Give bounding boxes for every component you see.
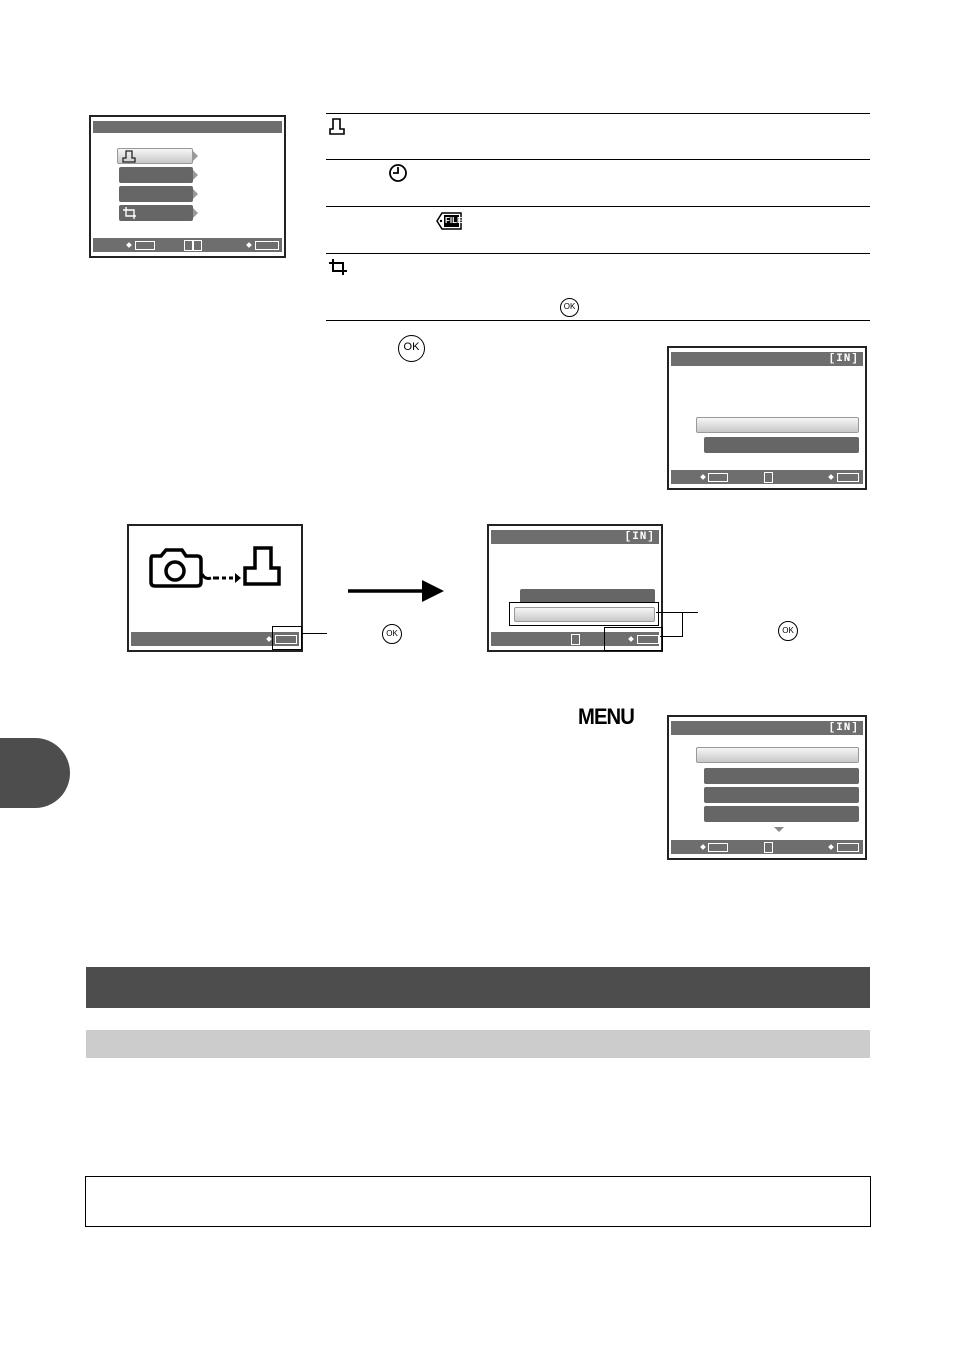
screen-title-bar: [671, 721, 863, 735]
highlight-box: [509, 602, 659, 626]
guide-arrow-icon: [700, 474, 706, 480]
menu-item-trim: [119, 205, 193, 221]
trim-icon: [328, 258, 348, 276]
arrow-right-icon: [348, 577, 446, 605]
guide-arrow-icon: [126, 242, 132, 248]
camera-screen-confirm: [667, 346, 867, 490]
clock-icon: [388, 163, 408, 183]
screen-title-bar: [93, 121, 282, 133]
ok-label: OK: [386, 629, 398, 638]
callout-line: [682, 612, 698, 613]
ok-button-icon: [778, 621, 798, 641]
file-tag-icon: [436, 212, 462, 230]
option-4: [704, 806, 859, 822]
menu-item-print: [117, 148, 193, 164]
menu-item-2: [119, 167, 193, 183]
printer-icon: [122, 150, 136, 163]
camera-to-printer-icon: [147, 542, 287, 590]
note-box: [85, 1176, 871, 1227]
right-key-icon: [193, 240, 202, 251]
table-rule: [326, 159, 870, 160]
ok-label: OK: [403, 341, 420, 353]
table-rule: [326, 253, 870, 254]
screen-title-bar: [671, 352, 863, 366]
callout-line: [660, 636, 682, 637]
guide-arrow-icon: [828, 474, 834, 480]
menu-button-label: MENU: [578, 704, 634, 729]
ok-key-icon: [837, 843, 859, 852]
guide-arrow-icon: [700, 844, 706, 850]
camera-screen-connect: [127, 524, 303, 652]
menu-arrow: [193, 189, 198, 199]
updown-key-icon: [184, 240, 193, 251]
chapter-tab: [0, 738, 70, 808]
callout-line: [656, 612, 682, 613]
camera-screen-select: [487, 524, 663, 652]
ok-button-icon: [398, 335, 425, 362]
highlight-box: [272, 626, 302, 650]
callout-line: [682, 612, 683, 637]
ok-label: OK: [782, 626, 794, 635]
updown-key-icon: [571, 634, 580, 645]
option-1: [520, 589, 655, 603]
back-key-icon: [135, 241, 155, 250]
ok-key-icon: [255, 241, 279, 250]
menu-arrow: [193, 170, 198, 180]
table-rule: [326, 320, 870, 321]
ok-key-icon: [837, 473, 859, 482]
memory-badge: [IN]: [828, 353, 859, 365]
trim-icon: [123, 207, 137, 219]
option-3: [704, 787, 859, 803]
ok-button-icon: [560, 298, 579, 317]
option-2: [704, 437, 859, 453]
menu-item-3: [119, 186, 193, 202]
option-2: [704, 768, 859, 784]
screen-guide-bar: [671, 840, 863, 854]
menu-arrow: [193, 151, 198, 161]
table-rule: [326, 113, 870, 114]
updown-key-icon: [764, 842, 773, 853]
printer-icon: [328, 118, 346, 136]
option-selected: [696, 747, 859, 763]
section-header-dark: [86, 967, 870, 1008]
back-key-icon: [708, 843, 728, 852]
screen-guide-bar: [671, 470, 863, 484]
updown-key-icon: [764, 472, 773, 483]
menu-arrow: [193, 208, 198, 218]
guide-arrow-icon: [266, 636, 272, 642]
back-key-icon: [708, 473, 728, 482]
memory-badge: [IN]: [828, 722, 859, 734]
callout-line: [301, 633, 327, 634]
file-tag-label: FILE: [445, 216, 463, 225]
screen-title-bar: [491, 530, 659, 544]
table-rule: [326, 206, 870, 207]
highlight-box: [604, 627, 663, 651]
ok-label: OK: [563, 302, 576, 311]
ok-button-icon: [382, 624, 402, 644]
scroll-down-icon: [773, 826, 785, 833]
screen-guide-bar: [93, 238, 282, 252]
section-header-light: [86, 1030, 870, 1058]
camera-screen-list: [667, 715, 867, 860]
guide-arrow-icon: [828, 844, 834, 850]
guide-arrow-icon: [246, 242, 252, 248]
option-selected: [696, 417, 859, 433]
memory-badge: [IN]: [624, 531, 655, 543]
camera-screen-print-menu: [89, 115, 286, 258]
